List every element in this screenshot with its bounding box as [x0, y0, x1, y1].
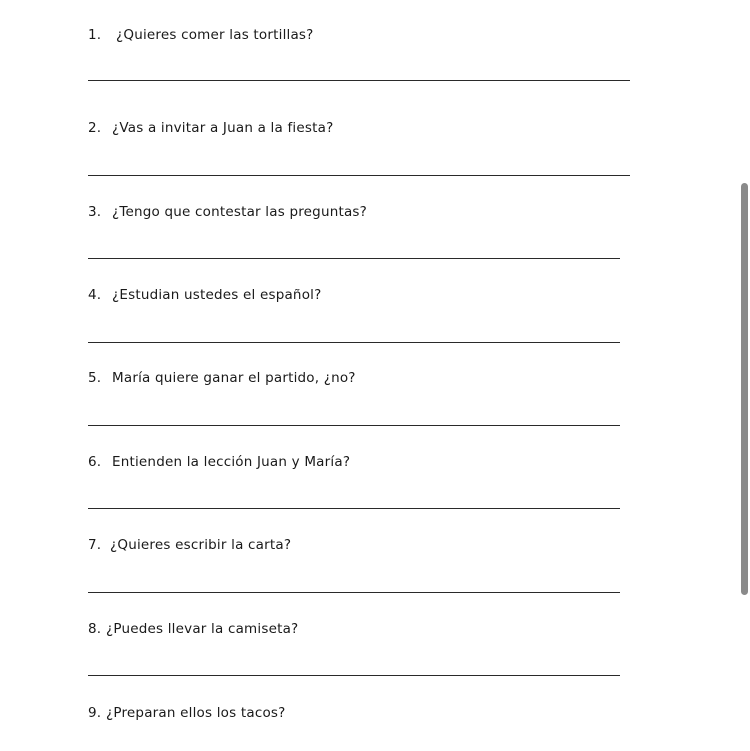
- question-text: ¿Quieres escribir la carta?: [110, 537, 292, 553]
- question-number: 1.: [88, 27, 102, 43]
- question-4: [88, 286, 321, 304]
- answer-line-8[interactable]: [88, 675, 620, 676]
- question-7: [88, 536, 291, 554]
- question-6: [88, 453, 350, 471]
- question-text: ¿Tengo que contestar las preguntas?: [112, 204, 368, 220]
- question-number: 9.: [88, 705, 102, 721]
- question-text: María quiere ganar el partido, ¿no?: [112, 370, 356, 386]
- question-text: ¿Estudian ustedes el español?: [112, 287, 322, 303]
- question-text: ¿Preparan ellos los tacos?: [106, 705, 286, 721]
- answer-line-7[interactable]: [88, 592, 620, 593]
- vertical-scrollbar[interactable]: [736, 0, 750, 751]
- answer-line-6[interactable]: [88, 508, 620, 509]
- answer-line-1[interactable]: [88, 80, 630, 81]
- question-text: ¿Puedes llevar la camiseta?: [106, 621, 299, 637]
- answer-line-3[interactable]: [88, 258, 620, 259]
- question-9: [88, 704, 286, 722]
- answer-line-4[interactable]: [88, 342, 620, 343]
- answer-line-5[interactable]: [88, 425, 620, 426]
- question-5: [88, 369, 356, 387]
- question-number: 7.: [88, 537, 102, 553]
- question-3: [88, 203, 367, 221]
- question-number: 5.: [88, 370, 102, 386]
- question-number: 3.: [88, 204, 102, 220]
- question-text: ¿Vas a invitar a Juan a la fiesta?: [112, 120, 334, 136]
- question-number: 8.: [88, 621, 102, 637]
- question-number: 6.: [88, 454, 102, 470]
- question-number: 2.: [88, 120, 102, 136]
- answer-line-2[interactable]: [88, 175, 630, 176]
- question-2: [88, 119, 333, 137]
- question-1: [88, 26, 314, 44]
- question-8: [88, 620, 298, 638]
- question-text: ¿Quieres comer las tortillas?: [116, 27, 314, 43]
- question-text: Entienden la lección Juan y María?: [112, 454, 351, 470]
- scrollbar-thumb[interactable]: [741, 183, 748, 595]
- question-number: 4.: [88, 287, 102, 303]
